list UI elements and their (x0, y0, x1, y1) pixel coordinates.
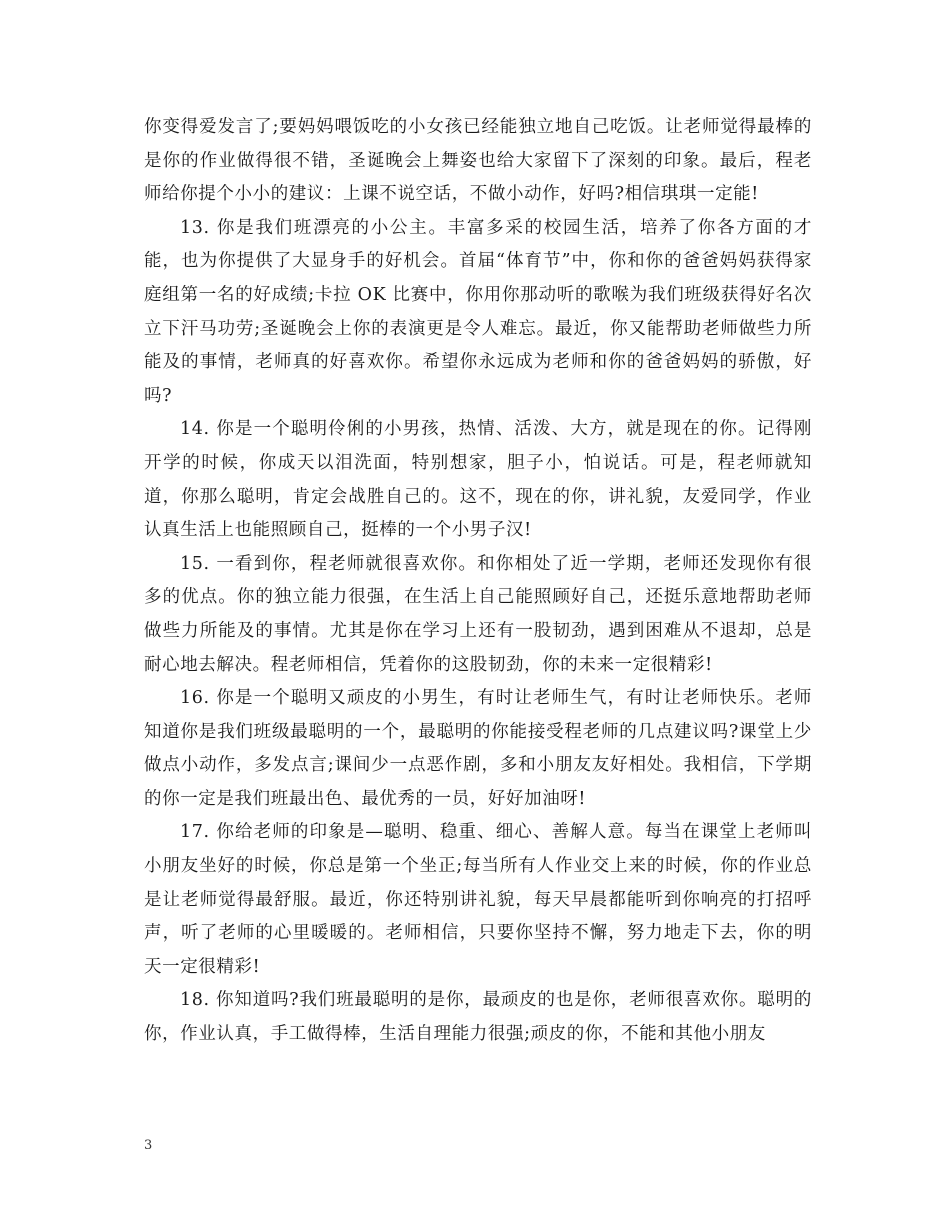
page-number: 3 (144, 1138, 153, 1153)
paragraph-18: 18. 你知道吗?我们班最聪明的是你，最顽皮的也是你，老师很喜欢你。聪明的你，作业认真，手工做得棒，生活自理能力很强;顽皮的你，不能和其他小朋友 (144, 990, 812, 1045)
paragraph-continued: 你变得爱发言了;要妈妈喂饭吃的小女孩已经能独立地自己吃饭。让老师觉得最棒的是你的作业做得很不错，圣诞晚会上舞姿也给大家留下了深刻的印象。最后，程老师给你提个小小的建议：上课不说空话，不做小动作，好吗?相信琪琪一定能! (144, 117, 812, 205)
paragraph-17: 17. 你给老师的印象是—聪明、稳重、细心、善解人意。每当在课堂上老师叫小朋友坐好的时候，你总是第一个坐正;每当所有人作业交上来的时候，你的作业总是让老师觉得最舒服。最近，你还特别讲礼貌，每天早晨都能听到你响亮的打招呼声，听了老师的心里暖暖的。老师相信，只要你坚持不懈，努力地走下去，你的明天一定很精彩! (144, 822, 812, 977)
paragraph-15: 15. 一看到你，程老师就很喜欢你。和你相处了近一学期，老师还发现你有很多的优点。你的独立能力很强，在生活上自己能照顾好自己，还挺乐意地帮助老师做些力所能及的事情。尤其是你在学习上还有一股韧劲，遇到困难从不退却，总是耐心地去解决。程老师相信，凭着你的这股韧劲，你的未来一定很精彩! (144, 553, 812, 675)
document-body (144, 111, 812, 1052)
paragraph-16: 16. 你是一个聪明又顽皮的小男生，有时让老师生气，有时让老师快乐。老师知道你是我们班级最聪明的一个，最聪明的你能接受程老师的几点建议吗?课堂上少做点小动作，多发点言;课间少一点恶作剧，多和小朋友友好相处。我相信，下学期的你一定是我们班最出色、最优秀的一员，好好加油呀! (144, 688, 812, 809)
paragraph-14: 14. 你是一个聪明伶俐的小男孩，热情、活泼、大方，就是现在的你。记得刚开学的时候，你成天以泪洗面，特别想家，胆子小，怕说话。可是，程老师就知道，你那么聪明，肯定会战胜自己的。这不，现在的你，讲礼貌，友爱同学，作业认真生活上也能照顾自己，挺棒的一个小男子汉! (144, 419, 812, 541)
paragraph-13: 13. 你是我们班漂亮的小公主。丰富多采的校园生活，培养了你各方面的才能，也为你提供了大显身手的好机会。首届“体育节”中，你和你的爸爸妈妈获得家庭组第一名的好成绩;卡拉 OK 比赛中，你用你那动听的歌喉为我们班级获得好名次立下汗马功劳;圣诞晚会上你的表演更是令人难忘。最近，你又能帮助老师做些力所能及的事情，老师真的好喜欢你。希望你永远成为老师和你的爸爸妈妈的骄傲，好吗? (144, 217, 812, 406)
